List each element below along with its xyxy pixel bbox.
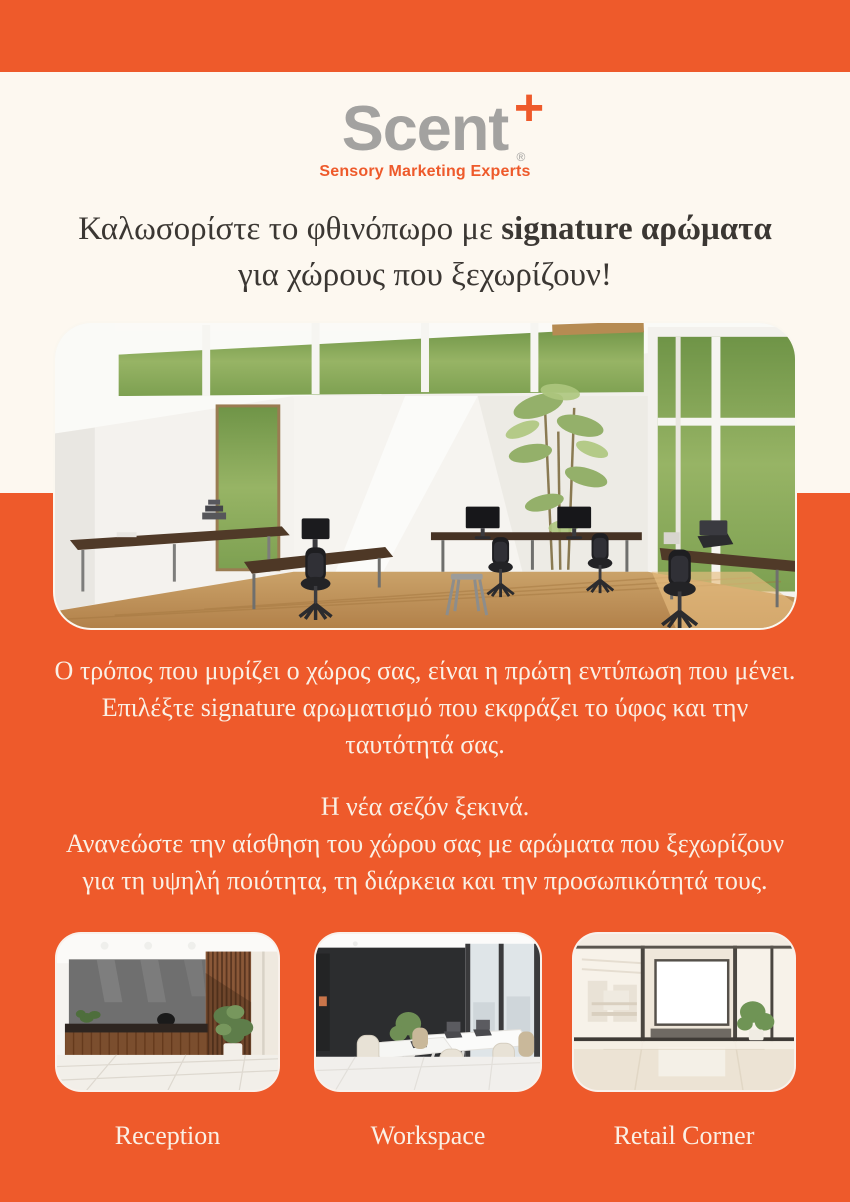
plus-icon: + [513, 79, 545, 137]
label-reception: Reception [114, 1121, 221, 1150]
intro-line-3: ταυτότητά σας. [345, 730, 505, 759]
season-line-3: για τη υψηλή ποιότητα, τη διάρκεια και την προσωπικότητά τους. [82, 866, 768, 895]
office-interior-illustration [55, 323, 795, 628]
logo-brand-text: Scent [341, 94, 509, 164]
brand-logo [0, 79, 850, 181]
logo-wordmark [341, 79, 545, 164]
logo-tagline: Sensory Marketing Experts [319, 163, 531, 180]
season-line-2: Ανανεώστε την αίσθηση του χώρου σας με αρώματα που ξεχωρίζουν [65, 829, 785, 858]
hero-office-image [53, 321, 797, 630]
season-paragraph [25, 788, 825, 899]
intro-line-1: Ο τρόπος που μυρίζει ο χώρος σας, είναι η πρώτη εντύπωση που μένει. [54, 656, 796, 685]
season-line-1: Η νέα σεζόν ξεκινά. [320, 792, 530, 821]
heading-line-1 [20, 206, 830, 252]
card-workspace-image [314, 932, 542, 1092]
heading-line1-bold: signature αρώματα [501, 211, 772, 247]
workspace-illustration [316, 934, 540, 1090]
label-retail-corner: Retail Corner [613, 1121, 755, 1150]
heading-line1-normal: Καλωσορίστε το φθινόπωρο με [78, 211, 502, 247]
intro-paragraph [25, 652, 825, 763]
registered-mark: ® [516, 150, 526, 164]
main-heading [20, 206, 830, 298]
retail-corner-illustration [574, 934, 794, 1090]
card-reception-image [55, 932, 280, 1092]
heading-line-2: για χώρους που ξεχωρίζουν! [238, 257, 612, 293]
label-workspace: Workspace [370, 1121, 486, 1150]
card-retail-image [572, 932, 796, 1092]
top-orange-bar [0, 0, 850, 72]
reception-illustration [57, 934, 278, 1090]
intro-line-2: Επιλέξτε signature αρωματισμό που εκφράζει το ύφος και την [101, 693, 749, 722]
